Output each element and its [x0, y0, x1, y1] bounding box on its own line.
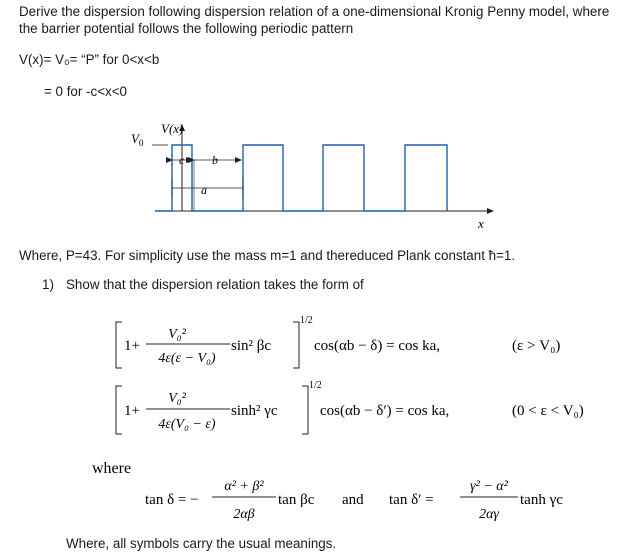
- eq2-one-plus: 1+: [124, 403, 140, 419]
- eq2-rhs: cos(αb − δ′) = cos ka,: [320, 403, 450, 419]
- problem-title-line-1: Derive the dispersion following dispersion relation of a one-dimensional Kronig Penny model, where: [19, 4, 610, 19]
- potential-definition-1: V(x)= V₀= “P” for 0<x<b: [19, 52, 160, 67]
- tan-delta-prime-lhs: tan δ′ =: [389, 492, 434, 508]
- eq2-denominator: 4ε(V₀ − ε): [158, 417, 216, 432]
- tan-delta-prime-tail: tanh γc: [520, 492, 563, 508]
- c-label: c: [179, 153, 185, 167]
- footer-note: Where, all symbols carry the usual meanings.: [66, 536, 337, 551]
- potential-definition-2: = 0 for -c<x<0: [44, 84, 127, 99]
- task-number: 1): [42, 277, 54, 292]
- task-text: Show that the dispersion relation takes the form of: [66, 277, 364, 292]
- eq1-denominator: 4ε(ε − V₀): [158, 351, 216, 366]
- eq2-condition: (0 < ε < V₀): [512, 403, 584, 419]
- eq1-numerator: V₀²: [168, 327, 186, 342]
- eq1-one-plus: 1+: [124, 338, 140, 354]
- eq2-numerator: V₀²: [168, 391, 186, 406]
- and-label: and: [342, 492, 364, 508]
- eq2-sinh-term: sinh² γc: [231, 403, 278, 419]
- eq1-condition: (ε > V₀): [512, 338, 561, 354]
- eq1-exponent: 1/2: [300, 315, 313, 326]
- tan-delta-prime-denominator: 2αγ: [479, 507, 499, 522]
- given-parameters: Where, P=43. For simplicity use the mass m=1 and thereduced Plank constant ħ=1.: [19, 248, 516, 263]
- where-label: where: [92, 460, 132, 477]
- tan-delta-tail: tan βc: [278, 492, 315, 508]
- x-axis-label: x: [478, 216, 484, 231]
- y-axis-label: V(x): [161, 121, 184, 136]
- b-label: b: [212, 153, 218, 167]
- tan-delta-prime-numerator: γ² − α²: [470, 479, 508, 494]
- a-label: a: [201, 183, 207, 197]
- eq2-exponent: 1/2: [309, 380, 322, 391]
- eq1-rhs: cos(αb − δ) = cos ka,: [314, 338, 440, 354]
- eq1-sin-term: sin² βc: [231, 338, 272, 354]
- v0-label: $V_0$: [131, 131, 144, 148]
- problem-title-line-2: the barrier potential follows the following periodic pattern: [19, 21, 354, 36]
- tan-delta-lhs: tan δ = −: [145, 492, 199, 508]
- tan-delta-numerator: α² + β²: [224, 479, 264, 494]
- tan-delta-denominator: 2αβ: [233, 507, 255, 522]
